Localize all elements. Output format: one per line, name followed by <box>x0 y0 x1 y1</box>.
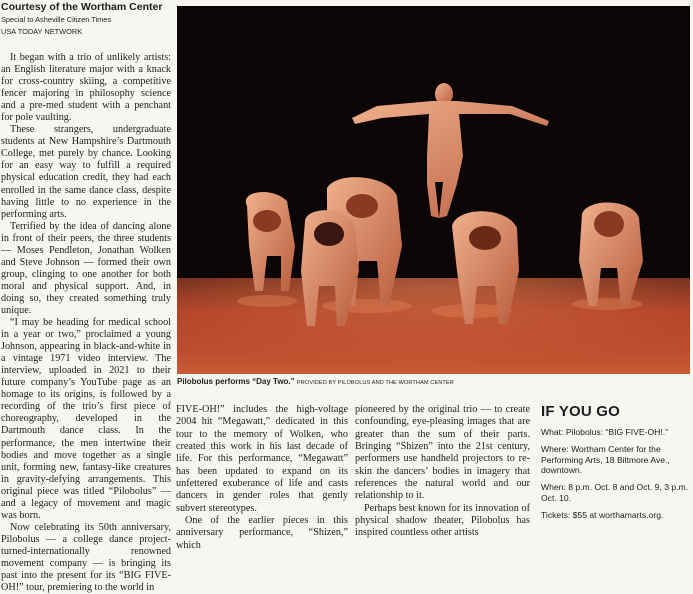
byline: Courtesy of the Wortham Center <box>1 1 163 13</box>
caption-title: Pilobolus performs “Day Two.” <box>177 377 295 386</box>
photo-caption <box>177 377 690 388</box>
event-what: What: Pilobolus: “BIG FIVE-OH!.” <box>541 427 669 437</box>
article-column-2 <box>176 404 348 551</box>
event-when: When: 8 p.m. Oct. 8 and Oct. 9, 3 p.m. Oct. 10. <box>541 482 689 503</box>
article-paragraph: It began with a trio of unlikely artists: an English literature major with a knack for cross-country skiing, a competitive fencer majoring in philosophy science and a pre-med student with a penchant for pole vaulting. <box>1 52 171 124</box>
dance-photo <box>177 6 690 374</box>
article-paragraph: Perhaps best known for its innovation of physical shadow theater, Pilobolus has inspired countless other artists <box>355 502 530 539</box>
caption-credit: PROVIDED BY PILOBOLUS AND THE WORTHAM CENTER <box>296 380 454 386</box>
event-tickets: Tickets: $55 at worthamarts.org. <box>541 509 664 520</box>
article-column-3 <box>355 404 530 539</box>
article-paragraph: FIVE-OH!” includes the high-voltage 2004 hit “Megawatt,” dedicated in this tour to the memory of Wolken, who created this work in his last decade of life. For this performance, “Megawatt” has been updated to expand on its unfettered exuberance of life and casts dancers in gender roles that gently subvert stereotypes. <box>176 404 348 514</box>
article-body-left <box>1 52 171 594</box>
if-you-go-box <box>541 403 691 527</box>
dance-photo-illustration <box>177 6 690 374</box>
article-paragraph: pioneered by the original trio — to create confounding, eye-pleasing images that are greater than the sum of their parts. Bringing “Shizen” into the 21st century, performers use handheld projectors to re-skin the dancers’ bodies in imagery that references the natural world and our relationship to it. <box>355 404 530 502</box>
article-paragraph: Now celebrating its 50th anniversary, Pilobolus — a college dance project-turned-internationally renowned movement company — is bringing its past into the present for its “BIG FIVE-OH!” tour, premiering to the world in <box>1 521 171 594</box>
credit-line-1: Special to Asheville Citizen Times <box>1 15 112 24</box>
credit-line-2: USA TODAY NETWORK <box>1 27 83 36</box>
if-you-go-heading: IF YOU GO <box>541 403 621 420</box>
article-paragraph: “I may be heading for medical school in a year or two,” proclaimed a young Johnson, appearing in black-and-white in a vintage 1971 video interview. The interview, uploaded in 2021 to their future company’s YouTube page as an homage to its origins, is followed by a recording of the trio’s first piece of choreography, developed in the Dartmouth dance class. In the performance, the men intertwine their bodies and move together as a single unit, forming new, fantasy-like creatures in gravity-defying arrangements. This original piece was titled “Pilobolus” — and a legacy of movement and magic was born. <box>1 317 171 521</box>
article-paragraph: These strangers, undergraduate students at New Hampshire’s Dartmouth College, met purely by chance. Looking for an easy way to fulfill a required physical education credit, they had each enrolled in the same dance class, despite having little to no experience in the performing arts. <box>1 124 171 220</box>
event-where: Where: Wortham Center for the Performing Arts, 18 Biltmore Ave., downtown. <box>541 443 670 476</box>
article-paragraph: Terrified by the idea of dancing alone in front of their peers, the three students — Moses Pendleton, Jonathan Wolken and Steve Johnson — formed their own group, clinging to one another for both moral and physical support. And, in doing so, they created something truly unique. <box>1 220 171 316</box>
left-column <box>1 0 171 594</box>
article-paragraph: One of the earlier pieces in this anniversary performance, “Shizen,” which <box>176 515 348 551</box>
